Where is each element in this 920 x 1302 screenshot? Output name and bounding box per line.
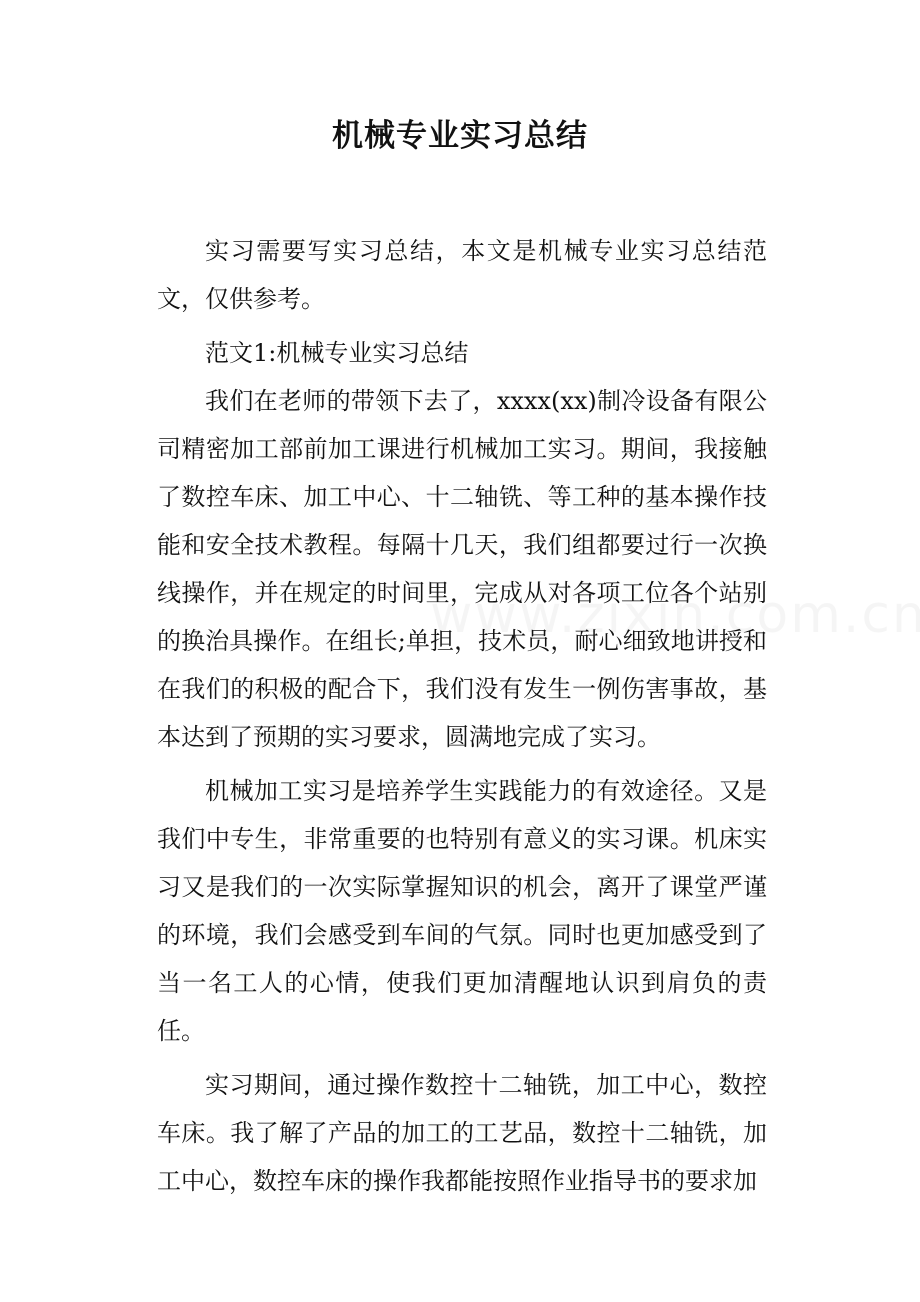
paragraph-body-2: 机械加工实习是培养学生实践能力的有效途径。又是我们中专生，非常重要的也特别有意义的实习课。机床实习又是我们的一次实际掌握知识的机会，离开了课堂严谨的环境，我们会感受到车间的气氛。同时也更加感受到了当一名工人的心情，使我们更加清醒地认识到肩负的责任。 — [157, 777, 767, 1045]
paragraph-intro: 实习需要写实习总结，本文是机械专业实习总结范文，仅供参考。 — [157, 237, 767, 313]
paragraph-body-1: 我们在老师的带领下去了，xxxx(xx)制冷设备有限公司精密加工部前加工课进行机械加工实习。期间，我接触了数控车床、加工中心、十二轴铣、等工种的基本操作技能和安全技术教程。每隔十几天，我们组都要过行一次换线操作，并在规定的时间里，完成从对各项工位各个站别的换治具操作。在组长;单担，技术员，耐心细致地讲授和在我们的积极的配合下，我们没有发生一例伤害事故，基本达到了预期的实习要求，圆满地完成了实习。 — [157, 387, 767, 751]
paragraph-body-3: 实习期间，通过操作数控十二轴铣，加工中心，数控车床。我了解了产品的加工的工艺品，数控十二轴铣，加工中心，数控车床的操作我都能按照作业指导书的要求加 — [157, 1071, 767, 1195]
document-title: 机械专业实习总结 — [332, 118, 588, 154]
document-body — [157, 227, 767, 1211]
paragraph-heading: 范文1:机械专业实习总结 — [205, 339, 469, 367]
